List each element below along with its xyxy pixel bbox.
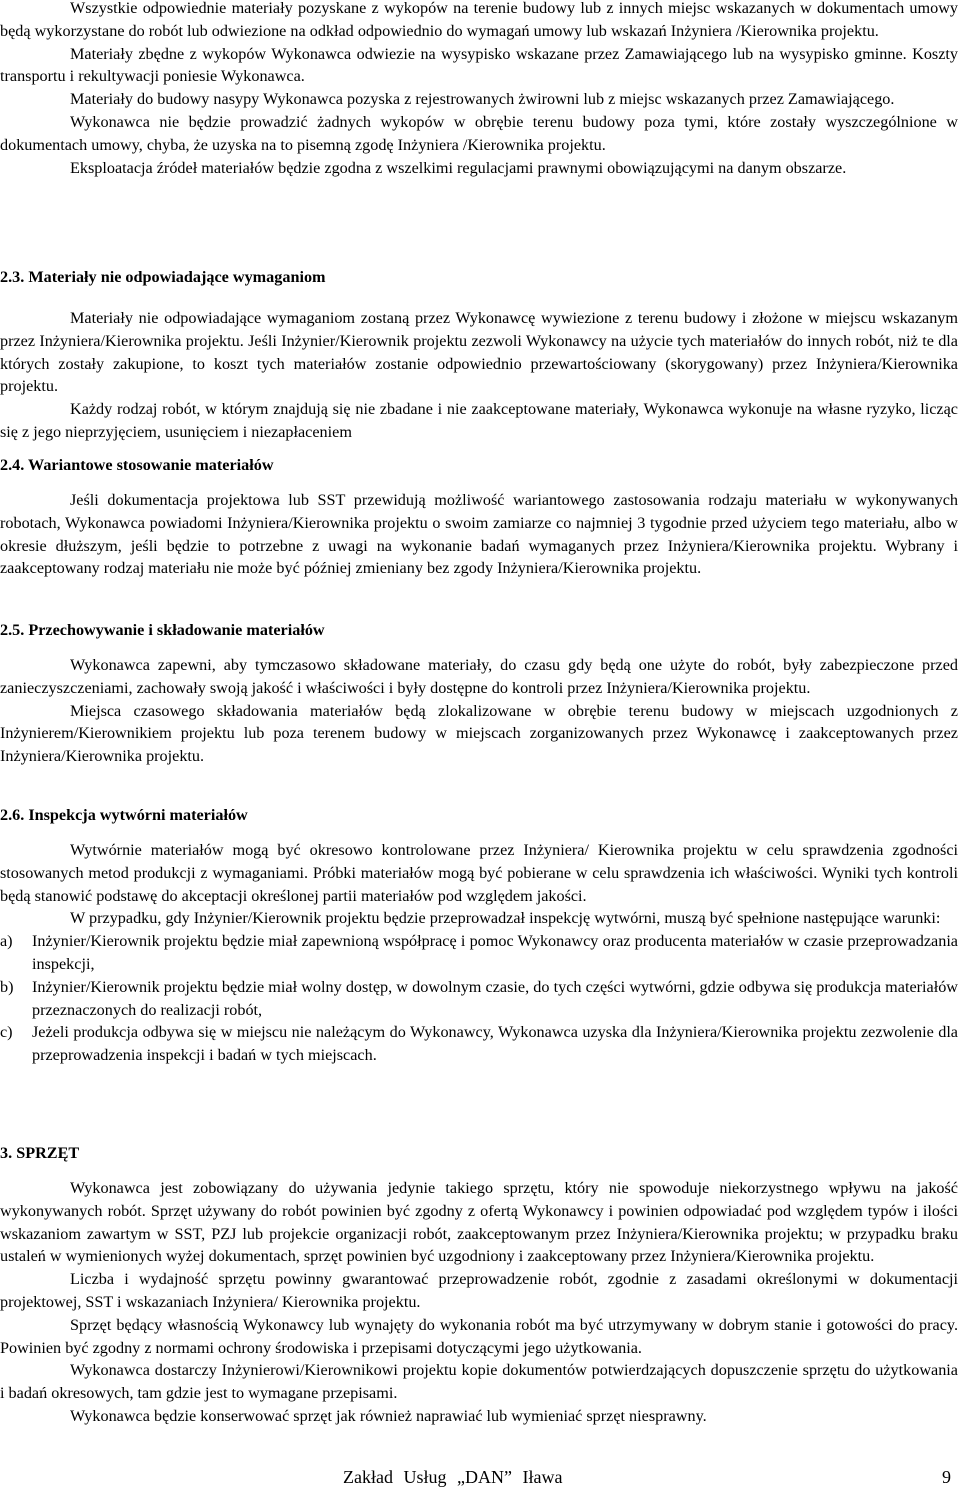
paragraph: Wykonawca dostarczy Inżynierowi/Kierownikowi projektu kopie dokumentów potwierdzających dopuszczenie sprzętu do użytkowania i badań okresowych, tam gdzie jest to wymagane przepisami.: [0, 1361, 958, 1403]
paragraph: W przypadku, gdy Inżynier/Kierownik projektu będzie przeprowadzał inspekcję wytwórni, muszą być spełnione następujące warunki:: [70, 909, 941, 928]
page-number: 9: [942, 1467, 951, 1487]
list-marker: c): [0, 1023, 13, 1042]
paragraph: Jeśli dokumentacja projektowa lub SST przewidują możliwość wariantowego zastosowania rodzaju materiału w wykonywanych robotach, Wykonawca powiadomi Inżyniera/Kierownika projektu o swoim zamiarze co najmniej 3 tygodnie przed użyciem tego materiału, albo w okresie dłuższym, jeśli będzie to potrzebne z uwagi na wykonanie badań wymaganych przez Inżyniera/Kierownika projektu. Wybrany i zaakceptowany rodzaj materiału nie może być później zmieniany bez zgody Inżyniera/Kierownika projektu.: [0, 491, 958, 578]
section-3-body: [0, 1177, 958, 1428]
section-2-5-body: [0, 654, 958, 768]
paragraph: Wszystkie odpowiednie materiały pozyskane z wykopów na terenie budowy lub z innych miejsc wskazanych w dokumentach umowy będą wykorzystane do robót lub odwiezione na odkład odpowiednio do wymagań umowy lub wskazań Inżyniera /Kierownika projektu.: [0, 0, 958, 40]
section-2-3-body: [0, 307, 958, 444]
paragraph: Wykonawca nie będzie prowadzić żadnych wykopów w obrębie terenu budowy poza tymi, które zostały wyszczególnione w dokumentach umowy, chyba, że uzyska na to pisemną zgodę Inżyniera /Kierownika projektu.: [0, 112, 958, 154]
paragraph: Wykonawca jest zobowiązany do używania jedynie takiego sprzętu, który nie spowoduje niekorzystnego wpływu na jakość wykonywanych robót. Sprzęt używany do robót powinien być zgodny z ofertą Wykonawcy i powinien odpowiadać pod względem typów i ilości wskazaniom zawartym w SST, PZJ lub projekcie organizacji robót, zaakceptowanym przez Inżyniera/Kierownika projektu; w przypadku braku ustaleń w wymienionych wyżej dokumentach, sprzęt powinien być uzgodniony i zaakceptowany przez Inżyniera/Kierownika projektu.: [0, 1179, 958, 1266]
intro-section: [0, 0, 958, 179]
footer-company-name: Zakład Usług „DAN” Iława: [343, 1467, 563, 1487]
paragraph: Liczba i wydajność sprzętu powinny gwarantować przeprowadzenie robót, zgodnie z zasadami określonymi w dokumentacji projektowej, SST i wskazaniach Inżyniera/ Kierownika projektu.: [0, 1270, 958, 1311]
list-item: [0, 1021, 958, 1067]
page-footer: [0, 1466, 958, 1490]
paragraph: Każdy rodzaj robót, w którym znajdują się nie zbadane i nie zaakceptowane materiały, Wykonawca wykonuje na własne ryzyko, licząc się z jego nieprzyjęciem, usunięciem i niezapłaceniem: [0, 400, 958, 441]
section-heading-2-5: 2.5. Przechowywanie i składowanie materiałów: [0, 621, 325, 639]
conditions-list: [0, 930, 958, 1067]
paragraph: Wykonawca zapewni, aby tymczasowo składowane materiały, do czasu gdy będą one użyte do robót, były zabezpieczone przed zanieczyszczeniami, zachowały swoją jakość i właściwości i były dostępne do kontroli przez Inżyniera/Kierownika projektu.: [0, 656, 958, 697]
section-heading-2-3: 2.3. Materiały nie odpowiadające wymaganiom: [0, 268, 326, 286]
paragraph: Wykonawca będzie konserwować sprzęt jak również naprawiać lub wymieniać sprzęt niesprawny.: [70, 1406, 707, 1425]
paragraph: Miejsca czasowego składowania materiałów będą zlokalizowane w obrębie terenu budowy w miejscach uzgodnionych z Inżynierem/Kierownikiem projektu lub poza terenem budowy w miejscach zorganizowanych przez Wykonawcę i zaakceptowanych przez Inżyniera/Kierownika projektu.: [0, 701, 958, 766]
paragraph: Materiały do budowy nasypy Wykonawca pozyska z rejestrowanych żwirowni lub z miejsc wskazanych przez Zamawiającego.: [70, 90, 895, 109]
list-item: [0, 976, 958, 1022]
list-marker: a): [0, 932, 13, 951]
section-heading-2-4: 2.4. Wariantowe stosowanie materiałów: [0, 456, 274, 474]
paragraph: Materiały zbędne z wykopów Wykonawca odwiezie na wysypisko wskazane przez Zamawiającego lub na wysypisko gminne. Koszty transportu i rekultywacji poniesie Wykonawca.: [0, 44, 958, 86]
paragraph: Sprzęt będący własnością Wykonawcy lub wynajęty do wykonania robót ma być utrzymywany w dobrym stanie i gotowości do pracy. Powinien być zgodny z normami ochrony środowiska i przepisami dotyczącymi jego użytkowania.: [0, 1315, 958, 1357]
paragraph: Materiały nie odpowiadające wymaganiom zostaną przez Wykonawcę wywiezione z terenu budowy i złożone w miejscu wskazanym przez Inżyniera/Kierownika projektu. Jeśli Inżynier/Kierownik projektu zezwoli Wykonawcy na użycie tych materiałów do innych robót, niż te dla których zostały zakupione, to koszt tych materiałów zostanie odpowiednio przewartościowany (skorygowany) przez Inżyniera/Kierownika projektu.: [0, 309, 958, 396]
list-item-text: Inżynier/Kierownik projektu będzie miał zapewnioną współpracę i pomoc Wykonawcy oraz producenta materiałów w czasie przeprowadzania inspekcji,: [32, 932, 958, 973]
section-2-6-body: [0, 839, 958, 1067]
section-2-4-body: [0, 489, 958, 580]
list-item-text: Jeżeli produkcja odbywa się w miejscu nie należącym do Wykonawcy, Wykonawca uzyska dla Inżyniera/Kierownika projektu zezwolenie dla przeprowadzenia inspekcji i badań w tych miejscach.: [32, 1023, 958, 1065]
section-heading-2-6: 2.6. Inspekcja wytwórni materiałów: [0, 806, 248, 824]
section-heading-3: 3. SPRZĘT: [0, 1144, 80, 1162]
list-item: [0, 930, 958, 976]
paragraph: Eksploatacja źródeł materiałów będzie zgodna z wszelkimi regulacjami prawnymi obowiązującymi na danym obszarze.: [70, 158, 847, 177]
list-marker: b): [0, 977, 14, 996]
paragraph: Wytwórnie materiałów mogą być okresowo kontrolowane przez Inżyniera/ Kierownika projektu w celu sprawdzenia zgodności stosowanych metod produkcji z wymaganiami. Próbki materiałów mogą być pobierane w celu sprawdzenia ich właściwości. Wyniki tych kontroli będą stanowić podstawę do akceptacji określonej partii materiałów pod względem jakości.: [0, 841, 958, 905]
list-item-text: Inżynier/Kierownik projektu będzie miał wolny dostęp, w dowolnym czasie, do tych części wytwórni, gdzie odbywa się produkcja materiałów przeznaczonych do realizacji robót,: [32, 977, 958, 1019]
